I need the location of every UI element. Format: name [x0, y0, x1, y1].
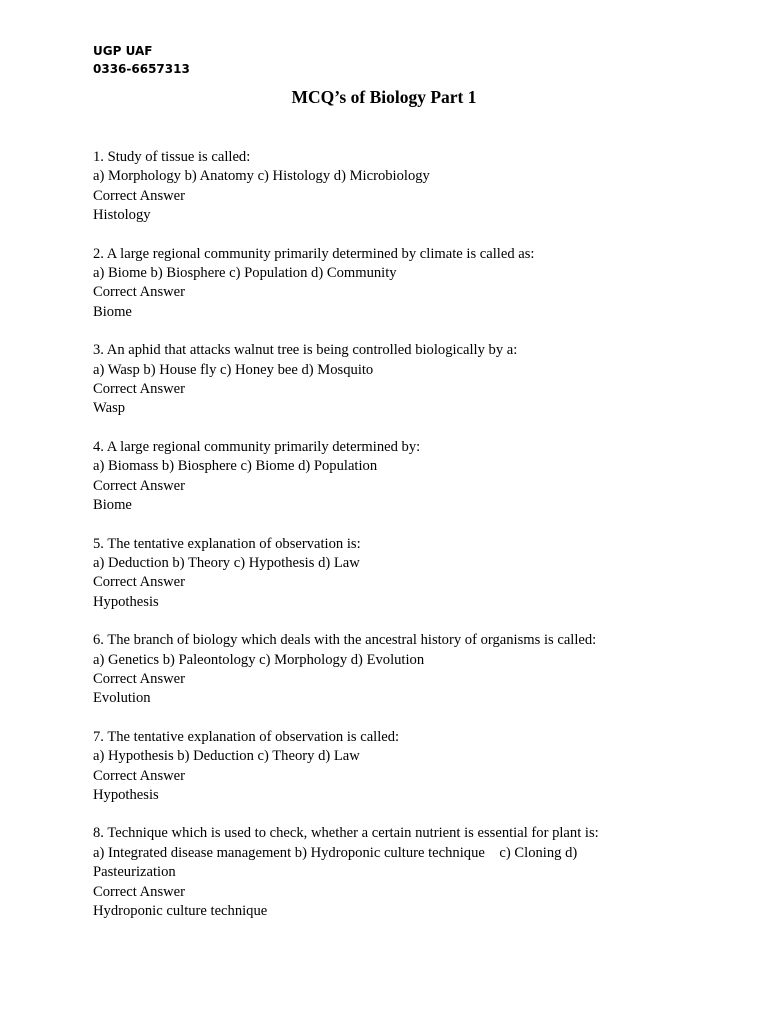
question-options: a) Biomass b) Biosphere c) Biome d) Population	[93, 458, 378, 475]
answer-text: Histology	[93, 207, 151, 224]
answer-text: Hypothesis	[93, 593, 159, 610]
answer-label: Correct Answer	[93, 284, 185, 301]
document-title: MCQ’s of Biology Part 1	[291, 87, 477, 107]
question-options: a) Integrated disease management b) Hydroponic culture technique c) Cloning d)	[93, 844, 578, 861]
answer-text: Hypothesis	[93, 786, 159, 803]
answer-label: Correct Answer	[93, 767, 185, 784]
question-list	[93, 148, 653, 940]
question-text: 4. A large regional community primarily determined by:	[93, 438, 421, 455]
question-item	[93, 728, 653, 806]
question-options-continued: Pasteurization	[93, 864, 176, 881]
question-text: 3. An aphid that attacks walnut tree is being controlled biologically by a:	[93, 342, 518, 359]
answer-label: Correct Answer	[93, 883, 185, 900]
question-options: a) Morphology b) Anatomy c) Histology d) Microbiology	[93, 168, 430, 185]
answer-label: Correct Answer	[93, 187, 185, 204]
question-item	[93, 148, 653, 226]
question-item	[93, 631, 653, 709]
header-phone: 0336-6657313	[93, 62, 190, 76]
question-item	[93, 535, 653, 613]
question-options: a) Genetics b) Paleontology c) Morphology d) Evolution	[93, 651, 425, 668]
question-text: 7. The tentative explanation of observation is called:	[93, 728, 400, 745]
question-item	[93, 341, 653, 419]
answer-label: Correct Answer	[93, 477, 185, 494]
document-header	[93, 42, 190, 78]
question-options: a) Deduction b) Theory c) Hypothesis d) Law	[93, 554, 360, 571]
question-text: 5. The tentative explanation of observation is:	[93, 535, 361, 552]
question-text: 2. A large regional community primarily determined by climate is called as:	[93, 245, 535, 262]
answer-text: Biome	[93, 303, 132, 320]
answer-label: Correct Answer	[93, 574, 185, 591]
answer-text: Evolution	[93, 690, 151, 707]
question-text: 8. Technique which is used to check, whether a certain nutrient is essential for plant is:	[93, 825, 599, 842]
question-item	[93, 824, 653, 921]
answer-label: Correct Answer	[93, 381, 185, 398]
question-item	[93, 438, 653, 516]
question-options: a) Wasp b) House fly c) Honey bee d) Mosquito	[93, 361, 374, 378]
header-org: UGP UAF	[93, 44, 153, 58]
question-item	[93, 245, 653, 323]
answer-text: Biome	[93, 497, 132, 514]
answer-label: Correct Answer	[93, 670, 185, 687]
question-options: a) Biome b) Biosphere c) Population d) Community	[93, 265, 397, 282]
question-text: 1. Study of tissue is called:	[93, 149, 251, 165]
question-text: 6. The branch of biology which deals with the ancestral history of organisms is called:	[93, 632, 597, 649]
answer-text: Hydroponic culture technique	[93, 903, 268, 919]
answer-text: Wasp	[93, 400, 126, 417]
question-options: a) Hypothesis b) Deduction c) Theory d) Law	[93, 748, 360, 765]
